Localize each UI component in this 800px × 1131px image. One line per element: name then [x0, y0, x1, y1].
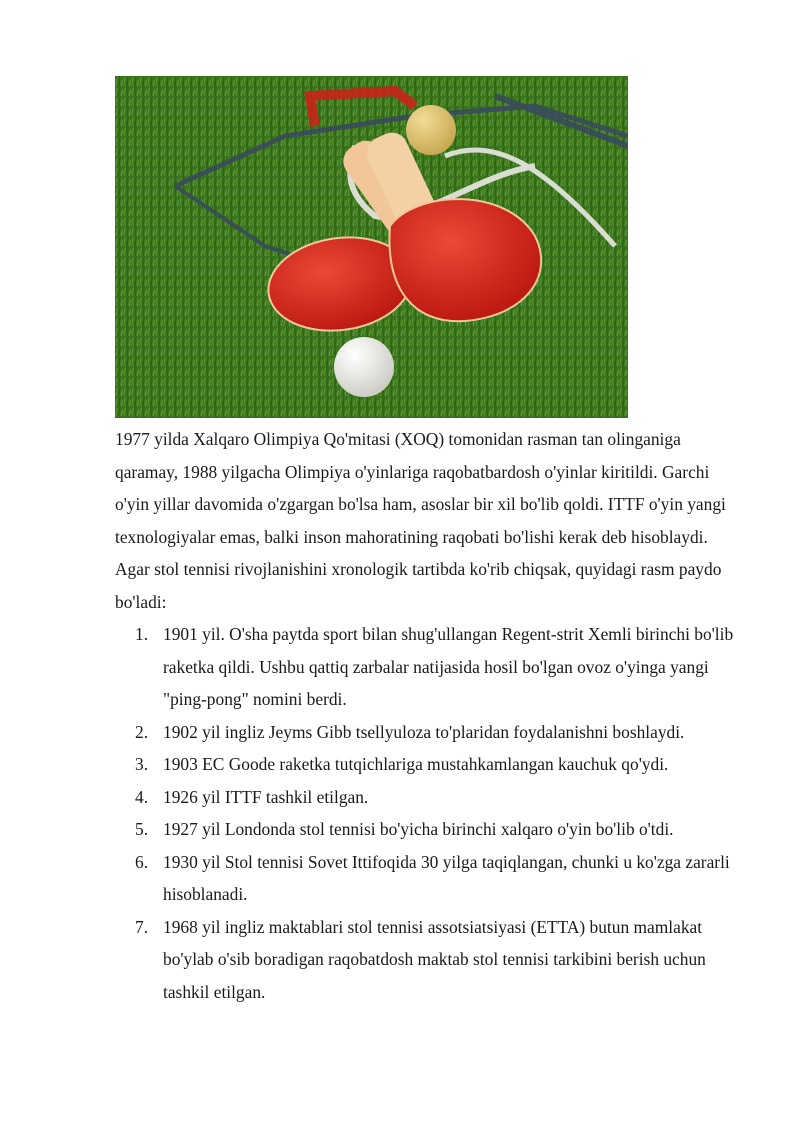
chronology-intro-paragraph: Agar stol tennisi rivojlanishini xronologik tartibda ko'rib chiqsak, quyidagi rasm paydo bo'ladi:: [115, 559, 722, 612]
list-item-number: 6.: [135, 851, 149, 872]
list-item: [115, 781, 735, 814]
list-item-number: 7.: [135, 916, 149, 937]
list-item: [115, 911, 735, 1009]
list-item-number: 4.: [135, 786, 149, 807]
list-item-number: 3.: [135, 754, 149, 774]
article-body: [115, 423, 735, 1008]
list-item: [115, 716, 735, 749]
list-item-text: 1930 yil Stol tennisi Sovet Ittifoqida 30 yilga taqiqlangan, chunki u ko'zga zararli hisoblanadi.: [163, 851, 730, 904]
list-item-text: 1968 yil ingliz maktablari stol tennisi assotsiatsiyasi (ETTA) butun mamlakat bo'ylab o'sib boradigan raqobatdosh maktab stol tennisi tarkibini berish uchun tashkil etilgan.: [163, 916, 706, 1002]
timeline-list: [115, 618, 735, 1008]
list-item-text: 1926 yil ITTF tashkil etilgan.: [163, 786, 369, 807]
list-item: [115, 846, 735, 911]
list-item-number: 1.: [135, 624, 149, 644]
intro-paragraph: 1977 yilda Xalqaro Olimpiya Qo'mitasi (XOQ) tomonidan rasman tan olinganiga qaramay, 1988 yilgacha Olimpiya o'yinlariga raqobatbardosh o'yinlar kiritildi. Garchi o'yin yillar davomida o'zgargan bo'lsa ham, asoslar bir xil bo'lib qoldi. ITTF o'yin yangi texnologiyalar emas, balki inson mahoratining raqobati bo'lishi kerak deb hisoblaydi.: [115, 429, 726, 547]
list-item: [115, 618, 735, 716]
list-item-text: 1903 EC Goode raketka tutqichlariga mustahkamlangan kauchuk qo'ydi.: [163, 754, 669, 774]
list-item-number: 2.: [135, 721, 149, 742]
list-item-text: 1902 yil ingliz Jeyms Gibb tsellyuloza to'plaridan foydalanishni boshlaydi.: [163, 721, 685, 742]
list-item: [115, 748, 735, 781]
list-item: [115, 813, 735, 846]
list-item-number: 5.: [135, 819, 149, 839]
ping-pong-photo: [115, 76, 628, 418]
list-item-text: 1901 yil. O'sha paytda sport bilan shug'ullangan Regent-strit Xemli birinchi bo'lib raketka qildi. Ushbu qattiq zarbalar natijasida hosil bo'lgan ovoz o'yinga yangi "ping-pong" nomini berdi.: [163, 624, 734, 709]
list-item-text: 1927 yil Londonda stol tennisi bo'yicha birinchi xalqaro o'yin bo'lib o'tdi.: [163, 819, 674, 839]
